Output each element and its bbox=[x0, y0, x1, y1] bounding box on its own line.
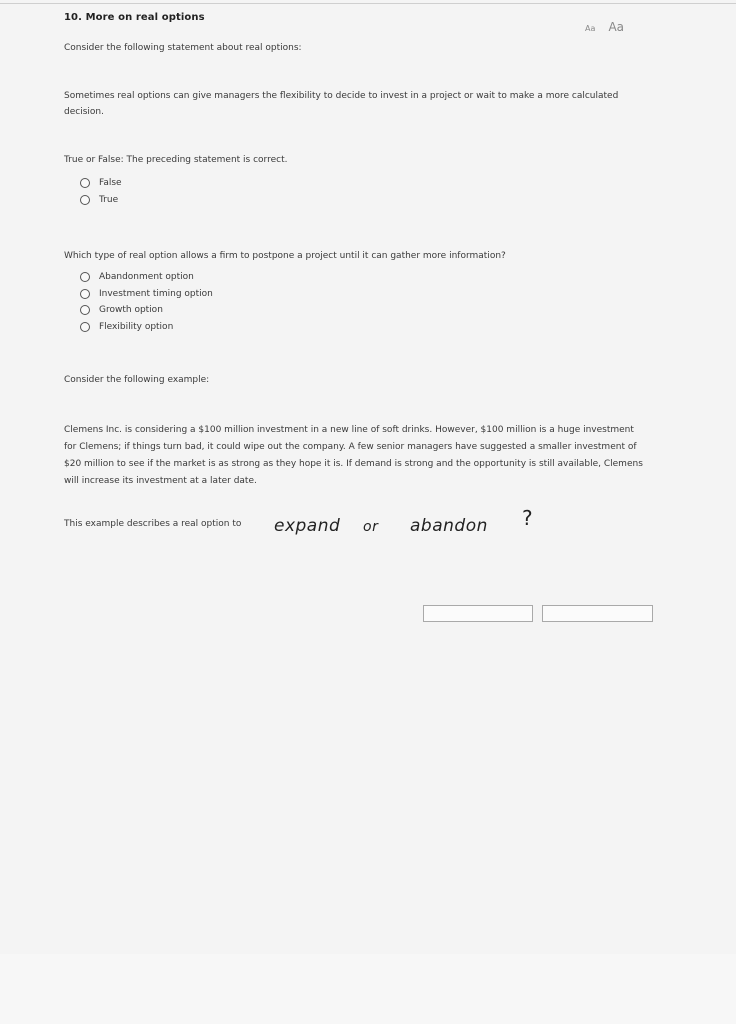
option-label: Growth option bbox=[99, 305, 163, 316]
answer-dropdown-1[interactable] bbox=[423, 605, 533, 622]
option-true[interactable] bbox=[80, 192, 122, 209]
handwritten-abandon: abandon bbox=[410, 516, 488, 536]
font-size-large-button[interactable]: Aa bbox=[608, 20, 625, 34]
scan-bottom-edge bbox=[0, 954, 736, 1024]
true-false-prompt: True or False: The preceding statement is correct. bbox=[64, 155, 288, 165]
radio-button[interactable] bbox=[80, 322, 90, 332]
option-label: True bbox=[99, 194, 119, 205]
handwritten-or: or bbox=[363, 519, 379, 535]
option-label: Flexibility option bbox=[99, 321, 174, 332]
option-label: Investment timing option bbox=[99, 288, 213, 299]
option-label: Abandonment option bbox=[99, 272, 194, 283]
option-flexibility[interactable] bbox=[80, 319, 213, 336]
intro-text: Consider the following statement about real options: bbox=[64, 43, 302, 53]
radio-button[interactable] bbox=[80, 289, 90, 299]
option-type-prompt: Which type of real option allows a firm to postpone a project until it can gather more information? bbox=[64, 251, 506, 261]
top-divider bbox=[0, 3, 736, 4]
statement-text: Sometimes real options can give managers the flexibility to decide to invest in a project or wait to make a more calculated decision. bbox=[64, 91, 619, 117]
option-investment-timing[interactable] bbox=[80, 286, 213, 303]
radio-button[interactable] bbox=[80, 178, 90, 188]
answer-dropdown-2[interactable] bbox=[542, 605, 653, 622]
example-paragraph: Clemens Inc. is considering a $100 million investment in a new line of soft drinks. However, $100 million is a huge investment for Clemens; if things turn bad, it could wipe out the company. A few senior managers have suggested a smaller investment of $20 million to see if the market is as strong as they hope it is. If demand is strong and the opportunity is still available, Clemens will increase its investment at a later date. bbox=[64, 425, 643, 486]
handwritten-question-mark: ? bbox=[522, 506, 534, 530]
example-intro: Consider the following example: bbox=[64, 375, 210, 385]
handwritten-expand: expand bbox=[274, 516, 341, 536]
option-abandonment[interactable] bbox=[80, 269, 213, 286]
fill-in-prompt: This example describes a real option to bbox=[64, 519, 242, 529]
option-false[interactable] bbox=[80, 175, 122, 192]
question-title: 10. More on real options bbox=[64, 12, 205, 23]
option-label: False bbox=[99, 178, 122, 189]
true-false-options bbox=[80, 175, 122, 208]
font-size-small-button[interactable]: Aa bbox=[585, 24, 596, 33]
option-type-options bbox=[80, 269, 213, 335]
radio-button[interactable] bbox=[80, 272, 90, 282]
font-size-controls bbox=[585, 16, 624, 35]
radio-button[interactable] bbox=[80, 305, 90, 315]
radio-button[interactable] bbox=[80, 195, 90, 205]
option-growth[interactable] bbox=[80, 302, 213, 319]
